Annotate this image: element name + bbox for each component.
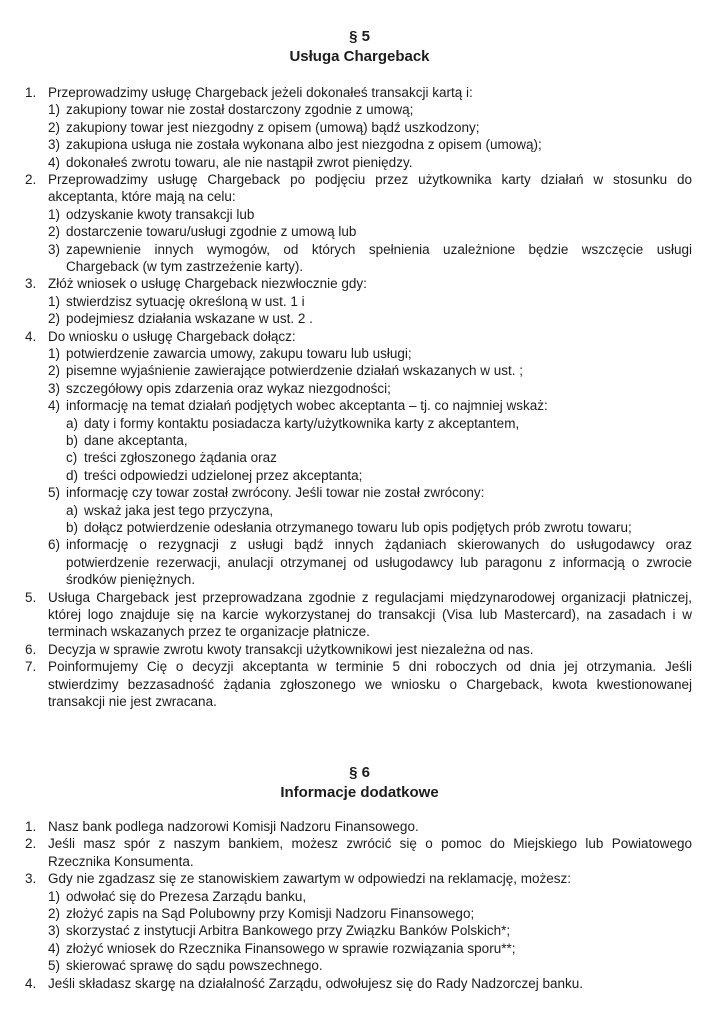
list-item-text: informację o rezygnacji z usługi bądź innych żądaniach skierowanych do usługodawcy oraz <box>66 537 692 553</box>
list-marker: b) <box>66 520 79 535</box>
list-marker: 4) <box>48 154 61 170</box>
list-marker: a) <box>66 502 79 518</box>
section-5-title: Usługa Chargeback <box>289 48 430 65</box>
list-marker: 1) <box>48 102 61 118</box>
list-item-text: skierować sprawę do sądu powszechnego. <box>66 958 323 974</box>
list-marker: 2) <box>48 311 61 327</box>
section-6-number: § 6 <box>349 764 370 781</box>
list-marker: 1. <box>25 85 37 100</box>
list-item-text: dane akceptanta, <box>84 433 188 448</box>
list-marker: 5. <box>25 589 37 605</box>
list-item-text: Jeśli składasz skargę na działalność Zarządu, odwołujesz się do Rady Nadzorczej banku. <box>48 975 584 991</box>
list-item-text: informację czy towar został zwrócony. Jeśli towar nie został zwrócony: <box>66 485 485 501</box>
list-marker: 2. <box>25 172 37 187</box>
list-item-text: daty i formy kontaktu posiadacza karty/użytkownika karty z akceptantem, <box>84 415 520 431</box>
list-marker: 6) <box>48 537 61 553</box>
list-item-text: transakcji nie jest zwracana. <box>48 694 217 709</box>
list-item-text: skorzystać z instytucji Arbitra Bankowego przy Związku Banków Polskich*; <box>66 923 511 939</box>
list-marker: 1) <box>48 293 61 309</box>
list-item-text: szczegółowy opis zdarzenia oraz wykaz niezgodności; <box>66 380 391 396</box>
list-item-text: odzyskanie kwoty transakcji lub <box>66 206 255 222</box>
list-item-text: akceptanta, które mają na celu: <box>48 189 236 205</box>
list-item-text: dołącz potwierdzenie odesłania otrzymanego towaru lub opis podjętych prób zwrotu towaru; <box>84 520 632 535</box>
list-item-text: zakupiona usługa nie została wykonana albo jest niezgodna z opisem (umową); <box>66 137 542 153</box>
list-item-text: Poinformujemy Cię o decyzji akceptanta w terminie 5 dni roboczych od dnia jej otrzymania. Jeśli <box>48 659 692 675</box>
list-item-text: Złóż wniosek o usługę Chargeback niezwłocznie gdy: <box>48 276 367 292</box>
list-marker: 3) <box>48 923 61 939</box>
list-item-text: odwołać się do Prezesa Zarządu banku, <box>66 888 307 904</box>
list-marker: 5) <box>48 485 61 501</box>
list-item-text: zakupiony towar nie został dostarczony zgodnie z umową; <box>66 102 414 118</box>
list-item-text: Do wniosku o usługę Chargeback dołącz: <box>48 328 296 344</box>
list-marker: 4. <box>25 328 37 344</box>
list-item-text: której logo znajduje się na karcie wykorzystanej do transakcji (Visa lub Mastercard), na zasadach i w <box>48 607 692 622</box>
list-marker: 2) <box>48 119 61 135</box>
list-marker: 6. <box>25 641 37 657</box>
list-item-text: dokonałeś zwrotu towaru, ale nie nastąpił zwrot pieniędzy. <box>66 154 413 170</box>
list-marker: 1) <box>48 346 61 361</box>
list-item-text: złożyć zapis na Sąd Polubowny przy Komisji Nadzoru Finansowego; <box>66 906 475 921</box>
list-marker: 4. <box>25 975 37 991</box>
list-item-text: Przeprowadzimy usługę Chargeback po podjęciu przez użytkownika karty działań w stosunku do <box>48 172 692 187</box>
list-marker: 3) <box>48 137 61 153</box>
list-item-text: złożyć wniosek do Rzecznika Finansowego w sprawie rozwiązania sporu**; <box>66 940 516 956</box>
list-item-text: Rzecznika Konsumenta. <box>48 853 194 869</box>
list-item-text: zakupiony towar jest niezgodny z opisem (umową) bądź uszkodzony; <box>66 119 480 135</box>
list-item-text: informację na temat działań podjętych wobec akceptanta – tj. co najmniej wskaż: <box>66 398 548 414</box>
list-item-text: Chargeback (w tym zastrzeżenie karty). <box>66 259 304 274</box>
list-marker: a) <box>66 415 79 431</box>
list-item-text: wskaż jaka jest tego przyczyna, <box>84 502 274 518</box>
list-item-text: środków pieniężnych. <box>66 572 196 588</box>
list-item-text: potwierdzenie zawarcia umowy, zakupu towaru lub usługi; <box>66 346 412 361</box>
list-item-text: treści odpowiedzi udzielonej przez akceptanta; <box>84 467 363 483</box>
section-5-number: § 5 <box>349 28 370 45</box>
list-item-text: treści zgłoszonego żądania oraz <box>84 450 277 466</box>
list-marker: 1) <box>48 206 61 222</box>
list-marker: 4) <box>48 940 61 956</box>
list-item-text: Usługa Chargeback jest przeprowadzana zgodnie z regulacjami międzynarodowej organizacji płatniczej, <box>48 589 692 605</box>
list-marker: 3. <box>25 276 37 292</box>
list-marker: 1. <box>25 819 37 834</box>
list-marker: d) <box>66 467 79 483</box>
list-item-text: Gdy nie zgadzasz się ze stanowiskiem zawartym w odpowiedzi na reklamację, możesz: <box>48 871 571 887</box>
list-marker: 2) <box>48 224 61 240</box>
list-marker: 7. <box>25 659 37 675</box>
list-marker: 2) <box>48 363 61 379</box>
list-marker: 3. <box>25 871 37 887</box>
list-marker: 4) <box>48 398 61 414</box>
list-marker: 3) <box>48 241 61 257</box>
list-marker: 2. <box>25 836 37 852</box>
section-6-title: Informacje dodatkowe <box>280 784 439 801</box>
list-item-text: zapewnienie innych wymogów, od których spełnienia uzależnione będzie wszczęcie usługi <box>66 241 692 257</box>
list-item-text: terminach wskazanych przez te organizacje płatnicze. <box>48 624 370 640</box>
list-marker: b) <box>66 433 79 448</box>
list-item-text: podejmiesz działania wskazane w ust. 2 . <box>66 311 313 327</box>
list-item-text: potwierdzenie rezerwacji, anulacji otrzymanej od usługodawcy lub paragonu z informacją o zwrocie <box>66 554 692 570</box>
list-item-text: stwierdzimy bezzasadność żądania zgłoszonego we wniosku o Chargeback, kwota kwestionowanej <box>48 676 692 692</box>
list-marker: 1) <box>48 888 61 904</box>
list-item-text: Nasz bank podlega nadzorowi Komisji Nadzoru Finansowego. <box>48 819 419 834</box>
list-item-text: Przeprowadzimy usługę Chargeback jeżeli dokonałeś transakcji kartą i: <box>48 85 473 100</box>
list-marker: 2) <box>48 906 61 921</box>
list-marker: 3) <box>48 380 61 396</box>
list-marker: c) <box>66 450 78 466</box>
list-marker: 5) <box>48 958 61 974</box>
list-item-text: stwierdzisz sytuację określoną w ust. 1 i <box>66 293 305 309</box>
list-item-text: dostarczenie towaru/usługi zgodnie z umową lub <box>66 224 357 240</box>
list-item-text: pisemne wyjaśnienie zawierające potwierdzenie działań wskazanych w ust. ; <box>66 363 523 379</box>
list-item-text: Decyzja w sprawie zwrotu kwoty transakcji użytkownikowi jest niezależna od nas. <box>48 641 534 657</box>
list-item-text: Jeśli masz spór z naszym bankiem, możesz zwrócić się o pomoc do Miejskiego lub Powiatowego <box>48 836 692 852</box>
